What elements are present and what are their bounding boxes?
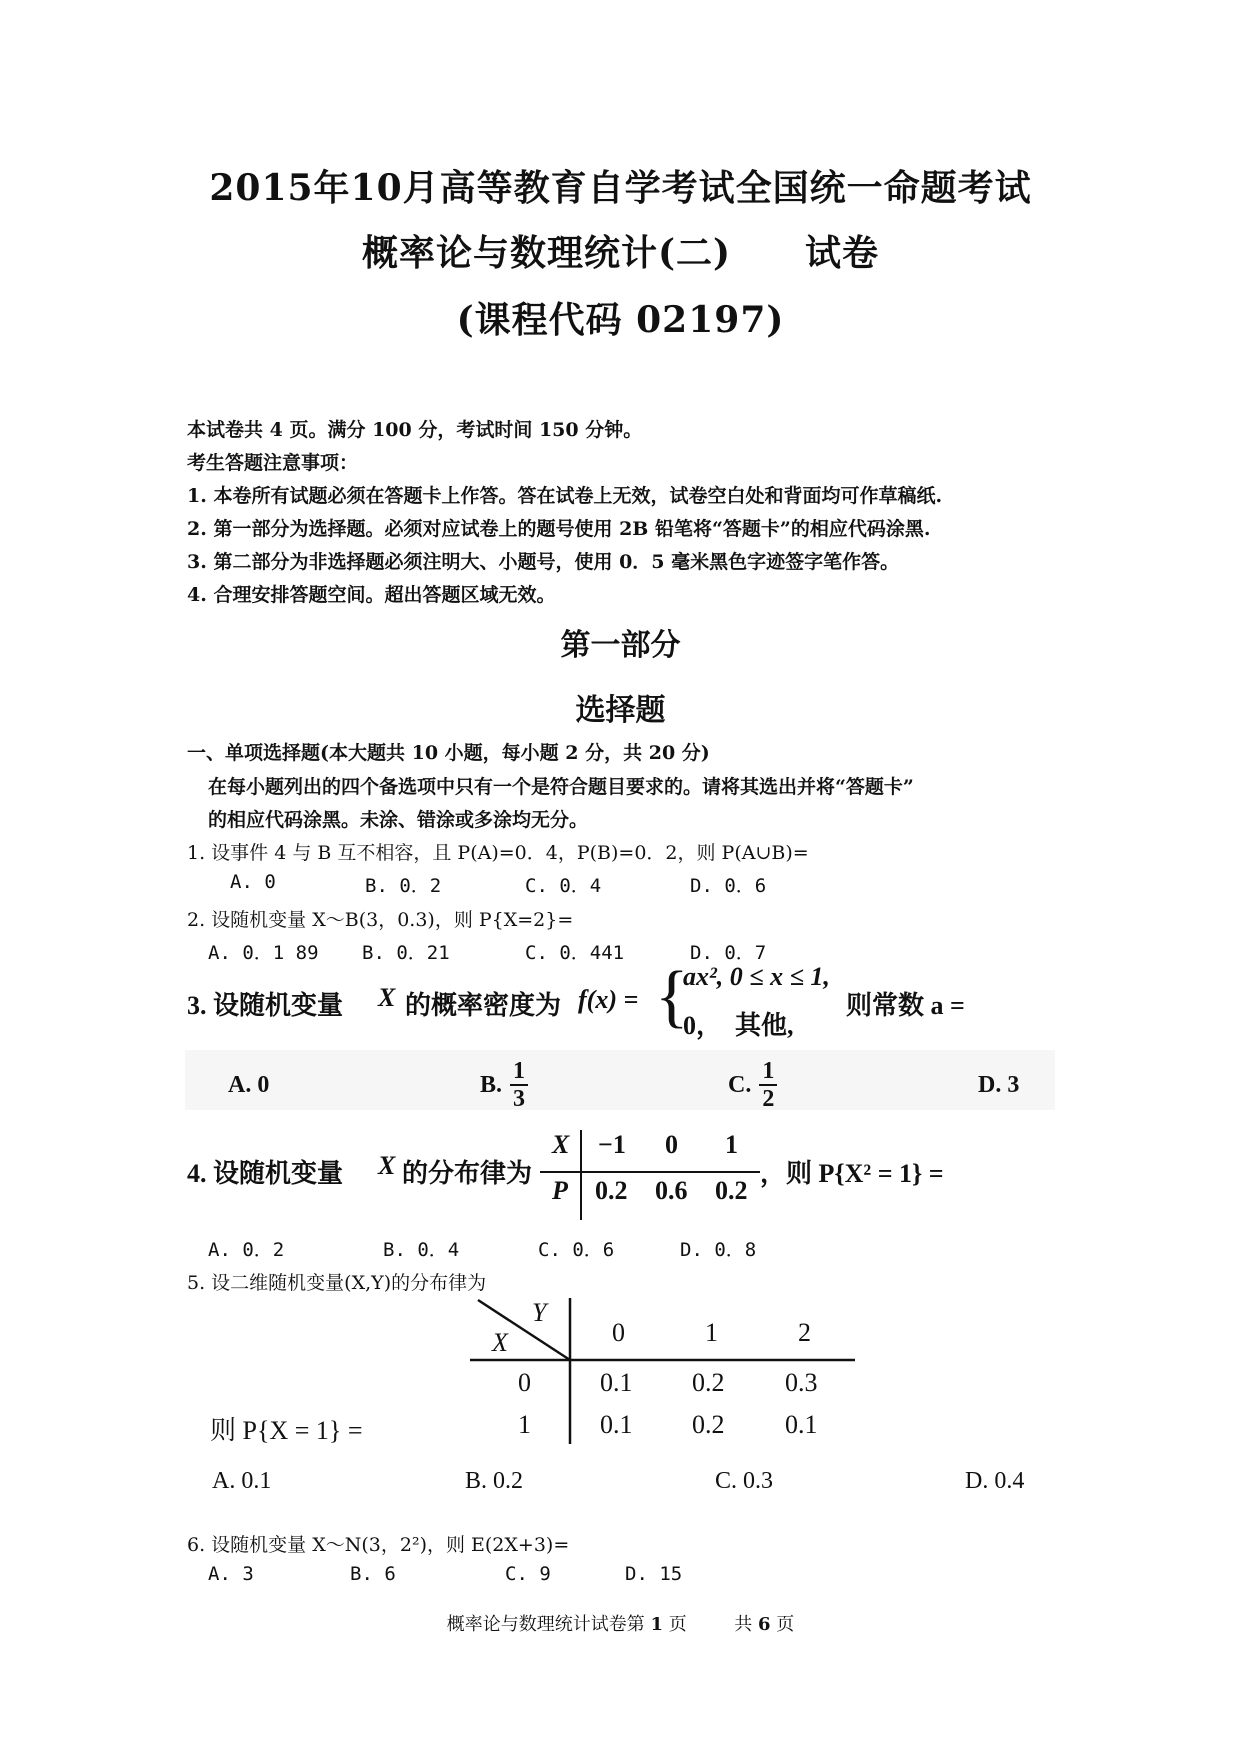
- question-5-row-0-p0: 0.1: [600, 1368, 633, 1397]
- notes-summary: 本试卷共 4 页。满分 100 分，考试时间 150 分钟。: [187, 419, 643, 441]
- footer-total-suffix: 页: [776, 1614, 795, 1635]
- question-5-row-0-p1: 0.2: [692, 1368, 725, 1397]
- question-5-ask: 则 P{X = 1} =: [210, 1416, 363, 1445]
- question-4-option-d: D. 0．8: [680, 1239, 757, 1261]
- question-4-p-label: P: [552, 1176, 568, 1205]
- question-2-option-b: B. 0．21: [362, 942, 450, 964]
- question-5-row-1-p0: 0.1: [600, 1410, 633, 1439]
- notes-heading: 考生答题注意事项：: [187, 452, 359, 474]
- question-5-option-d: D. 0.4: [965, 1468, 1025, 1494]
- question-5-row-1-p1: 0.2: [692, 1410, 725, 1439]
- question-3-case-1: ax², 0 ≤ x ≤ 1,: [683, 962, 830, 991]
- question-2-stem: 2. 设随机变量 X～B(3，0.3)，则 P{X=2}=: [187, 909, 574, 931]
- fraction-b-den: 3: [513, 1086, 526, 1113]
- question-6-option-b: B. 6: [350, 1563, 396, 1585]
- fraction-c: [759, 1058, 777, 1113]
- section-instruction-1: 在每小题列出的四个备选项中只有一个是符合题目要求的。请将其选出并将“答题卡”: [208, 776, 914, 798]
- course-title: 概率论与数理统计(二) 试卷: [361, 232, 880, 274]
- question-4-option-a: A. 0．2: [208, 1239, 285, 1261]
- fraction-c-num: 1: [759, 1058, 777, 1086]
- question-5-row-1-x: 1: [518, 1410, 531, 1439]
- question-2-option-d: D. 0．7: [690, 942, 767, 964]
- question-1-option-a: A. 0: [230, 871, 276, 893]
- footer-page-unit: 页: [668, 1614, 687, 1635]
- question-6-stem: 6. 设随机变量 X～N(3，2²)，则 E(2X+3)=: [187, 1534, 570, 1556]
- question-3-fx: f(x) =: [578, 985, 639, 1014]
- exam-title: 2015年10月高等教育自学考试全国统一命题考试: [209, 167, 1032, 209]
- question-5-option-a: A. 0.1: [212, 1468, 272, 1494]
- question-5-row-1-p2: 0.1: [785, 1410, 818, 1439]
- question-3-option-d: D. 3: [978, 1072, 1020, 1098]
- question-4-x-3: 1: [725, 1130, 738, 1159]
- option-c-letter: C.: [728, 1071, 752, 1098]
- fraction-b-num: 1: [510, 1058, 528, 1086]
- question-3-option-a: A. 0: [228, 1072, 270, 1098]
- option-b-letter: B.: [480, 1071, 503, 1098]
- question-4-stem-a: 4. 设随机变量: [187, 1159, 344, 1188]
- question-4-var: X: [378, 1151, 396, 1180]
- question-4-x-label: X: [552, 1130, 570, 1159]
- question-3-option-b: [480, 1058, 528, 1113]
- page-footer: [0, 1610, 1241, 1636]
- question-3-stem-c: 则常数 a =: [846, 991, 965, 1020]
- question-5-y-0: 0: [612, 1318, 625, 1347]
- question-5-row-0-p2: 0.3: [785, 1368, 818, 1397]
- question-4-option-b: B. 0．4: [383, 1239, 460, 1261]
- note-item-4: 4. 合理安排答题空间。超出答题区域无效。: [187, 584, 556, 606]
- question-4-stem-b: 的分布律为: [402, 1159, 533, 1188]
- question-2-option-c: C. 0．441: [525, 942, 625, 964]
- question-4-p-1: 0.2: [595, 1176, 628, 1205]
- section-instruction-2: 的相应代码涂黑。未涂、错涂或多涂均无分。: [208, 809, 589, 831]
- question-6-option-a: A. 3: [208, 1563, 254, 1585]
- question-5-option-b: B. 0.2: [465, 1468, 524, 1494]
- question-4-p-2: 0.6: [655, 1176, 688, 1205]
- question-5-y-1: 1: [705, 1318, 718, 1347]
- fraction-c-den: 2: [762, 1086, 775, 1113]
- note-item-3: 3. 第二部分为非选择题必须注明大、小题号，使用 0．5 毫米黑色字迹签字笔作答。: [187, 551, 900, 573]
- question-6-option-d: D. 15: [625, 1563, 683, 1585]
- part-subtitle: 选择题: [575, 693, 666, 728]
- question-5-option-c: C. 0.3: [715, 1468, 774, 1494]
- question-1-option-c: C. 0．4: [525, 875, 602, 897]
- question-3-var: X: [378, 983, 396, 1012]
- question-4-stem-c: ，则 P{X² = 1} =: [760, 1159, 944, 1188]
- footer-page-number: 1: [650, 1614, 664, 1635]
- course-code: (课程代码 02197): [456, 299, 785, 341]
- fraction-b: [510, 1058, 528, 1113]
- question-5-y-2: 2: [798, 1318, 811, 1347]
- question-1-option-b: B. 0．2: [365, 875, 442, 897]
- part-title: 第一部分: [560, 628, 681, 663]
- question-3-stem-a: 3. 设随机变量: [187, 991, 344, 1020]
- question-4-p-3: 0.2: [715, 1176, 748, 1205]
- question-3-brace: {: [655, 958, 689, 1035]
- footer-total-prefix: 共: [734, 1614, 753, 1635]
- footer-total-pages: 6: [757, 1614, 771, 1635]
- note-item-2: 2. 第一部分为选择题。必须对应试卷上的题号使用 2B 铅笔将“答题卡”的相应代码涂黑.: [187, 518, 931, 540]
- section-heading: 一、单项选择题(本大题共 10 小题，每小题 2 分，共 20 分): [187, 742, 710, 764]
- question-3-stem-b: 的概率密度为: [405, 991, 562, 1020]
- question-2-option-a: A. 0．1 89: [208, 942, 319, 964]
- question-4-option-c: C. 0．6: [538, 1239, 615, 1261]
- footer-text: 概率论与数理统计试卷第: [446, 1614, 645, 1635]
- question-5-corner-x: X: [492, 1328, 508, 1357]
- question-5-corner-y: Y: [532, 1298, 547, 1327]
- question-4-x-1: −1: [598, 1130, 626, 1159]
- question-4-x-2: 0: [665, 1130, 678, 1159]
- question-5-stem: 5. 设二维随机变量(X,Y)的分布律为: [187, 1272, 487, 1294]
- note-item-1: 1. 本卷所有试题必须在答题卡上作答。答在试卷上无效，试卷空白处和背面均可作草稿纸.: [187, 485, 943, 507]
- question-1-option-d: D. 0．6: [690, 875, 767, 897]
- question-3-option-c: [728, 1058, 777, 1113]
- question-1-stem: 1. 设事件 4 与 B 互不相容，且 P(A)=0．4，P(B)=0．2，则 P(A∪B)=: [187, 842, 809, 864]
- question-3-case-2: 0， 其他,: [683, 1011, 794, 1040]
- question-5-row-0-x: 0: [518, 1368, 531, 1397]
- scan-shading: [185, 1050, 1055, 1113]
- question-6-option-c: C. 9: [505, 1563, 551, 1585]
